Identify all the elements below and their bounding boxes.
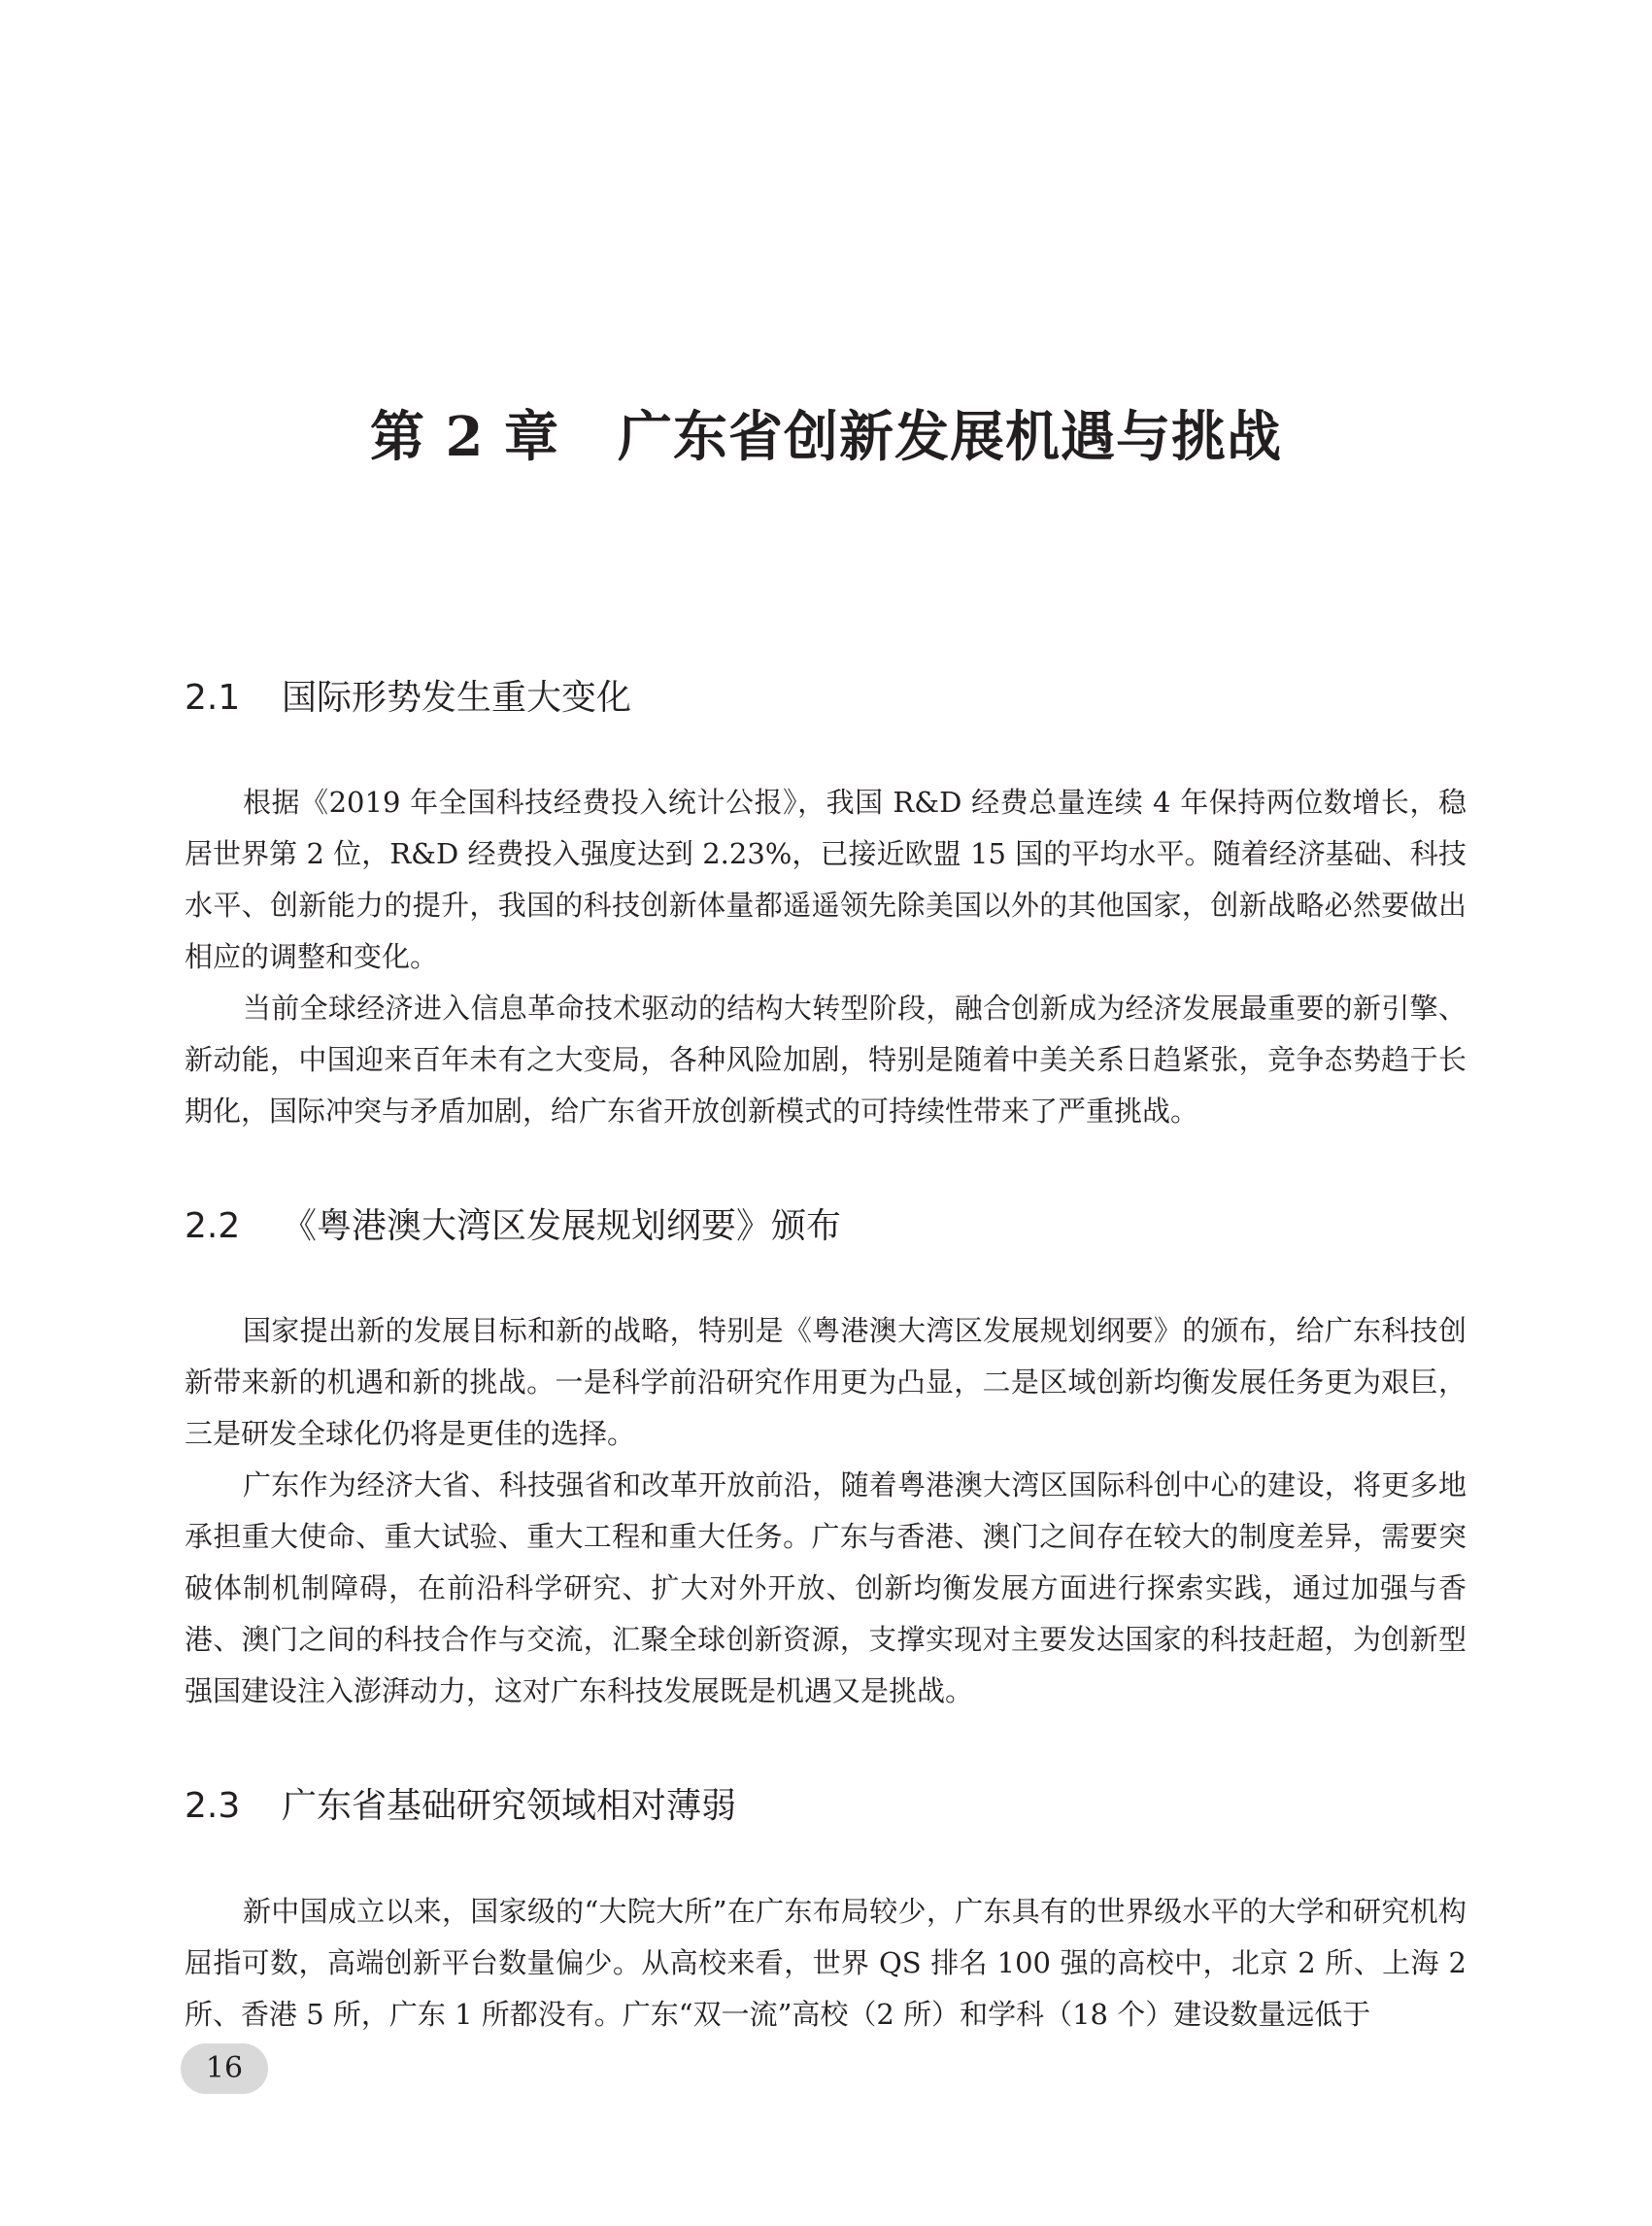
chapter-number: 第 2 章 [370,405,559,469]
paragraph: 当前全球经济进入信息革命技术驱动的结构大转型阶段，融合创新成为经济发展最重要的新引擎、新动能，中国迎来百年未有之大变局，各种风险加剧，特别是随着中美关系日趋紧张，竞争态势趋于长期化，国际冲突与矛盾加剧，给广东省开放创新模式的可持续性带来了严重挑战。 [185,992,1467,1128]
section-heading-2-3 [185,1782,1467,1831]
section-heading-2-2 [185,1202,1467,1251]
page-number-badge: 16 [181,2043,268,2094]
paragraph: 根据《2019 年全国科技经费投入统计公报》，我国 R&D 经费总量连续 4 年保持两位数增长，稳居世界第 2 位，R&D 经费投入强度达到 2.23%，已接近欧盟 15 国的平均水平。随着经济基础、科技水平、创新能力的提升，我国的科技创新体量都遥遥领先除美国以外的其他国家，创新战略必然要做出相应的调整和变化。 [185,786,1467,973]
chapter-title [0,398,1652,476]
chapter-name: 广东省创新发展机遇与挑战 [617,405,1282,469]
section-title: 《粤港澳大湾区发展规划纲要》颁布 [282,1206,842,1246]
paragraph: 国家提出新的发展目标和新的战略，特别是《粤港澳大湾区发展规划纲要》的颁布，给广东科技创新带来新的机遇和新的挑战。一是科学前沿研究作用更为凸显，二是区域创新均衡发展任务更为艰巨，三是研发全球化仍将是更佳的选择。 [185,1314,1467,1450]
section-heading-2-1 [185,674,1467,723]
paragraph: 广东作为经济大省、科技强省和改革开放前沿，随着粤港澳大湾区国际科创中心的建设，将更多地承担重大使命、重大试验、重大工程和重大任务。广东与香港、澳门之间存在较大的制度差异，需要突破体制机制障碍，在前沿科学研究、扩大对外开放、创新均衡发展方面进行探索实践，通过加强与香港、澳门之间的科技合作与交流，汇聚全球创新资源，支撑实现对主要发达国家的科技赶超，为创新型强国建设注入澎湃动力，这对广东科技发展既是机遇又是挑战。 [185,1468,1467,1707]
section-number: 2.2 [185,1206,241,1246]
paragraph: 新中国成立以来，国家级的“大院大所”在广东布局较少，广东具有的世界级水平的大学和研究机构屈指可数，高端创新平台数量偏少。从高校来看，世界 QS 排名 100 强的高校中，北京 2 所、上海 2 所、香港 5 所，广东 1 所都没有。广东“双一流”高校（2 所）和学科（18 个）建设数量远低于 [185,1895,1467,2031]
section-title: 国际形势发生重大变化 [282,678,632,718]
section-2-3-body [185,1886,1467,2040]
section-2-1-body [185,777,1467,1137]
section-title: 广东省基础研究领域相对薄弱 [282,1786,737,1826]
section-number: 2.1 [185,678,241,718]
section-2-2-body [185,1305,1467,1717]
section-number: 2.3 [185,1786,241,1826]
